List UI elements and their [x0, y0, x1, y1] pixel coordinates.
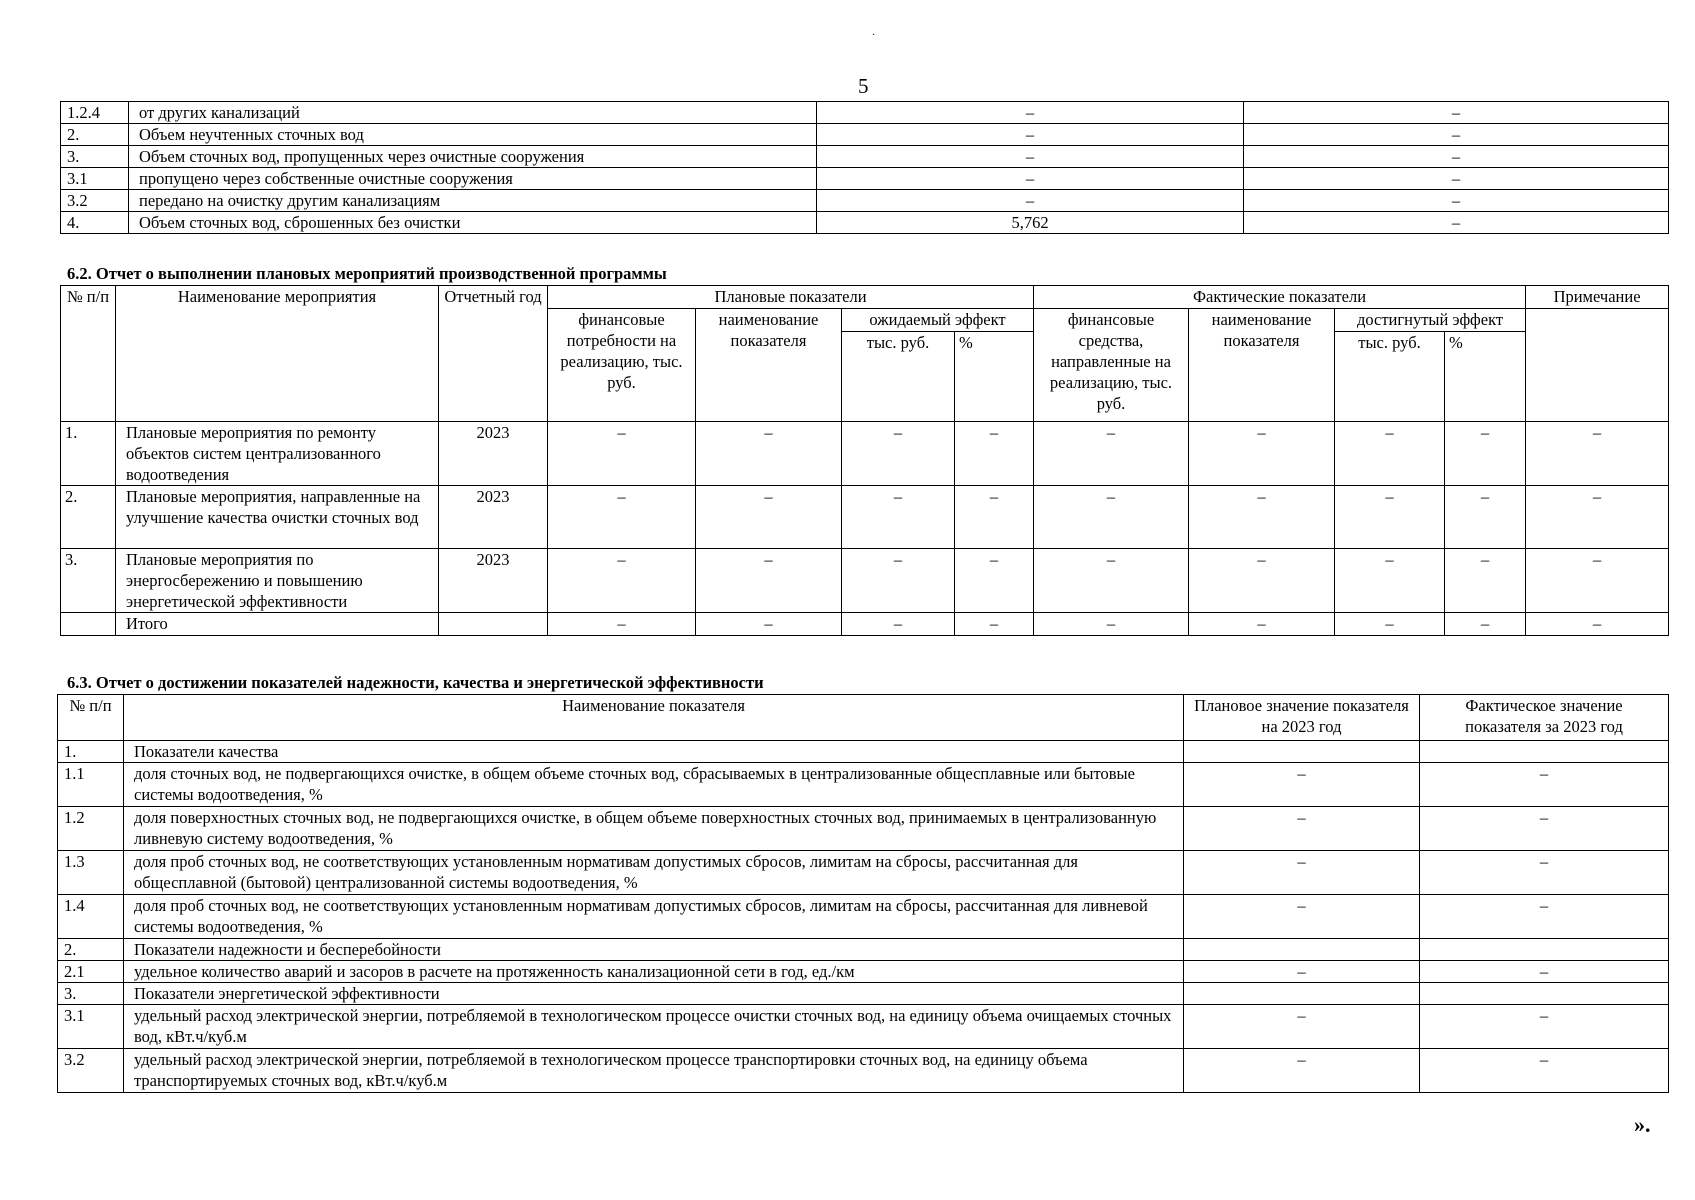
header-plan-effect: ожидаемый эффект [842, 309, 1034, 332]
row-indicator-name: Показатели качества [124, 741, 1184, 763]
table-row [61, 212, 1669, 234]
row-value-fact: – [1244, 212, 1669, 234]
row-name: Объем неучтенных сточных вод [129, 124, 817, 146]
row-indicator-name: доля проб сточных вод, не соответствующих установленным нормативам допустимых сбросов, лимитам на сбросы, рассчитанная для общесплавной (бытовой) централизованной системы водоотведения, % [124, 851, 1184, 895]
section-6-2-title: 6.2. Отчет о выполнении плановых мероприятий производственной программы [67, 264, 667, 283]
header-fact-pct: % [1445, 332, 1526, 422]
row-value-cell: – [548, 422, 696, 486]
row-activity-name: Плановые мероприятия по ремонту объектов систем централизованного водоотведения [116, 422, 439, 486]
row-fact-value: – [1420, 1005, 1669, 1049]
row-year: 2023 [439, 549, 548, 613]
header-fact: Фактические показатели [1034, 286, 1526, 309]
page-dot: · [872, 30, 876, 41]
row-value-plan: 5,762 [817, 212, 1244, 234]
row-number: 3.2 [58, 1049, 124, 1093]
table-row [61, 190, 1669, 212]
header-plan-finance: финансовые потребности на реализацию, тыс. руб. [548, 309, 696, 422]
table-row [58, 939, 1669, 961]
row-number: 3.1 [58, 1005, 124, 1049]
row-value-fact: – [1244, 190, 1669, 212]
row-value-cell: – [1335, 549, 1445, 613]
row-number: 4. [61, 212, 129, 234]
row-value-cell: – [842, 422, 955, 486]
table-row [61, 549, 1669, 613]
table-row [61, 146, 1669, 168]
row-indicator-name: удельный расход электрической энергии, потребляемой в технологическом процессе транспортировки сточных вод, на единицу объема транспортируемых сточных вод, кВт.ч/куб.м [124, 1049, 1184, 1093]
row-number: 1.1 [58, 763, 124, 807]
total-value-cell: – [1335, 613, 1445, 636]
row-value-plan: – [817, 102, 1244, 124]
row-value-cell: – [548, 549, 696, 613]
table-row [61, 422, 1669, 486]
end-quote-mark: ». [1634, 1112, 1651, 1137]
header-fact-effect: достигнутый эффект [1335, 309, 1526, 332]
row-plan-value: – [1184, 763, 1420, 807]
row-fact-value [1420, 939, 1669, 961]
total-value-cell: – [842, 613, 955, 636]
row-number: 3. [58, 983, 124, 1005]
section-6-3-title: 6.3. Отчет о достижении показателей надежности, качества и энергетической эффективности [67, 673, 764, 692]
row-value-cell: – [1189, 486, 1335, 549]
row-value-cell: – [1189, 422, 1335, 486]
row-value-fact: – [1244, 124, 1669, 146]
row-plan-value [1184, 983, 1420, 1005]
row-fact-value: – [1420, 1049, 1669, 1093]
indicators-table [57, 694, 1669, 1093]
page-number: 5 [858, 74, 869, 98]
row-value-fact: – [1244, 146, 1669, 168]
row-number: 1.2.4 [61, 102, 129, 124]
row-value-cell: – [696, 549, 842, 613]
header-plan-pct: % [955, 332, 1034, 422]
row-value-cell: – [1034, 486, 1189, 549]
row-name: от других канализаций [129, 102, 817, 124]
row-value-cell: – [955, 549, 1034, 613]
total-value-cell: – [1445, 613, 1526, 636]
header-plan-indicator: наименование показателя [696, 309, 842, 422]
row-plan-value: – [1184, 895, 1420, 939]
row-value-cell: – [1526, 486, 1669, 549]
row-value-cell: – [842, 486, 955, 549]
row-value-cell: – [1445, 486, 1526, 549]
table-row [58, 741, 1669, 763]
row-plan-value: – [1184, 1049, 1420, 1093]
header-note: Примечание [1526, 286, 1669, 309]
row-plan-value: – [1184, 807, 1420, 851]
row-number: 1. [58, 741, 124, 763]
row-name: пропущено через собственные очистные сооружения [129, 168, 817, 190]
row-value-cell: – [955, 422, 1034, 486]
row-value-cell: – [1034, 549, 1189, 613]
row-fact-value: – [1420, 807, 1669, 851]
row-value-fact: – [1244, 168, 1669, 190]
row-value-cell: – [1034, 422, 1189, 486]
header-activity-name: Наименование мероприятия [116, 286, 439, 422]
row-indicator-name: доля проб сточных вод, не соответствующих установленным нормативам допустимых сбросов, лимитам на сбросы, рассчитанная для ливневой системы водоотведения, % [124, 895, 1184, 939]
header-note-empty [1526, 309, 1669, 422]
header-year: Отчетный год [439, 286, 548, 422]
header-plan: Плановые показатели [548, 286, 1034, 309]
row-number: 2. [58, 939, 124, 961]
total-year-empty [439, 613, 548, 636]
total-value-cell: – [1034, 613, 1189, 636]
total-value-cell: – [548, 613, 696, 636]
row-number: 2. [61, 124, 129, 146]
header-fact-rub: тыс. руб. [1335, 332, 1445, 422]
table-row [58, 1049, 1669, 1093]
row-number: 1. [61, 422, 116, 486]
table-row [58, 807, 1669, 851]
total-label: Итого [116, 613, 439, 636]
row-activity-name: Плановые мероприятия, направленные на улучшение качества очистки сточных вод [116, 486, 439, 549]
table-row [58, 763, 1669, 807]
table-row [58, 1005, 1669, 1049]
table-row [61, 124, 1669, 146]
row-name: Объем сточных вод, сброшенных без очистки [129, 212, 817, 234]
header-plan-value: Плановое значение показателя на 2023 год [1184, 695, 1420, 741]
row-indicator-name: удельное количество аварий и засоров в расчете на протяженность канализационной сети в год, ед./км [124, 961, 1184, 983]
row-indicator-name: Показатели надежности и бесперебойности [124, 939, 1184, 961]
row-plan-value: – [1184, 851, 1420, 895]
header-plan-rub: тыс. руб. [842, 332, 955, 422]
header-num: № п/п [61, 286, 116, 422]
row-indicator-name: Показатели энергетической эффективности [124, 983, 1184, 1005]
row-number: 1.3 [58, 851, 124, 895]
row-value-cell: – [1526, 549, 1669, 613]
header-fact-value: Фактическое значение показателя за 2023 год [1420, 695, 1669, 741]
row-value-cell: – [1445, 549, 1526, 613]
row-name: Объем сточных вод, пропущенных через очистные сооружения [129, 146, 817, 168]
table-row [58, 895, 1669, 939]
row-indicator-name: доля поверхностных сточных вод, не подвергающихся очистке, в общем объеме поверхностных сточных вод, принимаемых в централизованную ливневую систему водоотведения, % [124, 807, 1184, 851]
table-row [58, 961, 1669, 983]
row-plan-value: – [1184, 1005, 1420, 1049]
row-plan-value [1184, 939, 1420, 961]
row-value-cell: – [1189, 549, 1335, 613]
row-number: 2. [61, 486, 116, 549]
total-number-empty [61, 613, 116, 636]
row-value-plan: – [817, 146, 1244, 168]
total-row [61, 613, 1669, 636]
table-row [58, 983, 1669, 1005]
row-fact-value: – [1420, 961, 1669, 983]
row-fact-value [1420, 983, 1669, 1005]
row-value-plan: – [817, 168, 1244, 190]
row-plan-value: – [1184, 961, 1420, 983]
row-value-cell: – [696, 486, 842, 549]
row-value-cell: – [548, 486, 696, 549]
table-row [61, 168, 1669, 190]
row-value-cell: – [696, 422, 842, 486]
row-value-cell: – [1526, 422, 1669, 486]
row-year: 2023 [439, 486, 548, 549]
header-num: № п/п [58, 695, 124, 741]
row-indicator-name: доля сточных вод, не подвергающихся очистке, в общем объеме сточных вод, сбрасываемых в централизованные общесплавные или бытовые системы водоотведения, % [124, 763, 1184, 807]
row-value-cell: – [842, 549, 955, 613]
row-number: 1.4 [58, 895, 124, 939]
row-value-cell: – [1335, 422, 1445, 486]
header-fact-finance: финансовые средства, направленные на реализацию, тыс. руб. [1034, 309, 1189, 422]
row-number: 3. [61, 549, 116, 613]
wastewater-volume-table [60, 101, 1669, 234]
row-number: 3.1 [61, 168, 129, 190]
row-value-cell: – [1335, 486, 1445, 549]
row-fact-value: – [1420, 851, 1669, 895]
row-number: 2.1 [58, 961, 124, 983]
row-value-plan: – [817, 190, 1244, 212]
planned-activities-table [60, 285, 1669, 636]
table-row [58, 851, 1669, 895]
header-fact-indicator: наименование показателя [1189, 309, 1335, 422]
row-plan-value [1184, 741, 1420, 763]
row-number: 1.2 [58, 807, 124, 851]
row-fact-value [1420, 741, 1669, 763]
table-row [61, 102, 1669, 124]
row-number: 3.2 [61, 190, 129, 212]
total-value-cell: – [955, 613, 1034, 636]
row-value-cell: – [1445, 422, 1526, 486]
header-indicator-name: Наименование показателя [124, 695, 1184, 741]
table-row [61, 486, 1669, 549]
row-activity-name: Плановые мероприятия по энергосбережению и повышению энергетической эффективности [116, 549, 439, 613]
row-name: передано на очистку другим канализациям [129, 190, 817, 212]
row-fact-value: – [1420, 763, 1669, 807]
row-fact-value: – [1420, 895, 1669, 939]
total-value-cell: – [696, 613, 842, 636]
row-number: 3. [61, 146, 129, 168]
row-value-cell: – [955, 486, 1034, 549]
row-year: 2023 [439, 422, 548, 486]
total-value-cell: – [1526, 613, 1669, 636]
row-indicator-name: удельный расход электрической энергии, потребляемой в технологическом процессе очистки сточных вод, на единицу объема очищаемых сточных вод, кВт.ч/куб.м [124, 1005, 1184, 1049]
total-value-cell: – [1189, 613, 1335, 636]
row-value-plan: – [817, 124, 1244, 146]
row-value-fact: – [1244, 102, 1669, 124]
